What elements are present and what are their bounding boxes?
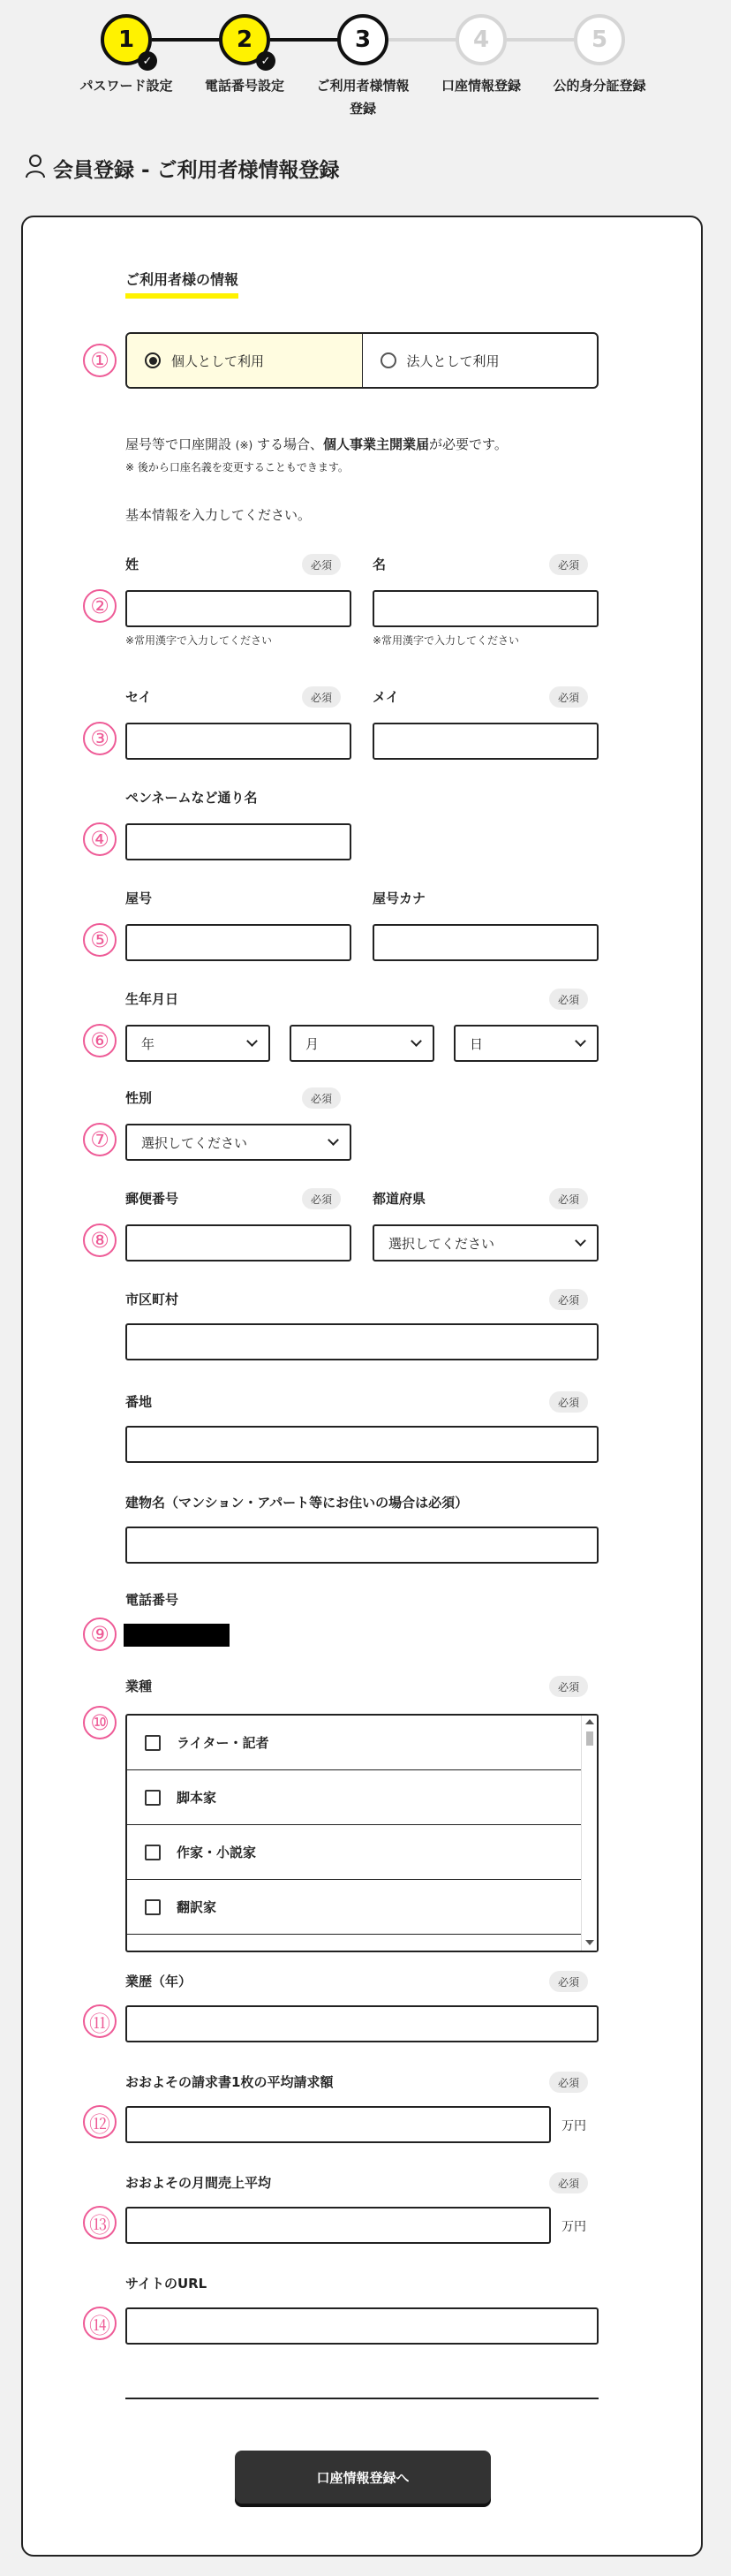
mei-input[interactable]: [373, 590, 599, 627]
list-item[interactable]: 翻訳家: [127, 1880, 581, 1935]
phone-label: 電話番号: [125, 1592, 179, 1608]
site-url-input[interactable]: [125, 2307, 599, 2345]
address-input[interactable]: [125, 1426, 599, 1463]
step-1-label: パスワード設定: [79, 78, 173, 94]
avg-invoice-input[interactable]: [125, 2106, 551, 2143]
checkbox[interactable]: [145, 1790, 161, 1806]
penname-label: ペンネームなど通り名: [125, 790, 258, 806]
penname-input[interactable]: [125, 823, 351, 860]
sei-label: 姓: [125, 557, 139, 572]
list-item[interactable]: 作家・小説家: [127, 1825, 581, 1880]
avg-sales-label: おおよその月間売上平均: [125, 2175, 272, 2191]
birthday-label: 生年月日: [125, 991, 179, 1007]
required-badge: 必須: [549, 989, 588, 1010]
list-item[interactable]: ライター・記者: [127, 1716, 581, 1770]
step-3-circle: 3: [337, 14, 388, 65]
checkbox[interactable]: [145, 1735, 161, 1751]
sei-input[interactable]: [125, 590, 351, 627]
scrollbar-thumb[interactable]: [586, 1731, 593, 1746]
usage-corporate-option[interactable]: [363, 334, 598, 387]
checkbox[interactable]: [145, 1845, 161, 1860]
address-label: 番地: [125, 1394, 153, 1410]
scroll-up-icon[interactable]: [585, 1719, 594, 1724]
stepper-connector: [270, 38, 341, 42]
checkbox[interactable]: [145, 1899, 161, 1915]
avg-invoice-unit: 万円: [561, 2119, 586, 2133]
usage-personal-label: 個人として利用: [171, 352, 265, 369]
marker-14: ⑭: [83, 2307, 117, 2340]
chevron-down-icon: [411, 1035, 422, 1047]
required-badge: 必須: [302, 686, 341, 708]
industry-label: 業種: [125, 1678, 153, 1694]
birth-month-select[interactable]: 月: [290, 1025, 434, 1062]
required-badge: 必須: [549, 1188, 588, 1209]
phone-value-redacted: [124, 1624, 230, 1647]
step-4-label: 口座情報登録: [441, 78, 521, 94]
marker-10: ⑩: [83, 1706, 117, 1739]
mei-kana-label: メイ: [373, 689, 399, 705]
check-icon: ✓: [138, 51, 157, 71]
career-input[interactable]: [125, 2005, 599, 2042]
marker-7: ⑦: [83, 1123, 117, 1156]
required-badge: 必須: [302, 554, 341, 575]
prefecture-label: 都道府県: [373, 1191, 426, 1207]
usage-corporate-label: 法人として利用: [406, 352, 500, 369]
required-badge: 必須: [549, 1289, 588, 1310]
mei-label: 名: [373, 557, 387, 572]
required-badge: 必須: [549, 2072, 588, 2093]
required-badge: 必須: [549, 2172, 588, 2193]
building-label: 建物名（マンション・アパート等にお住いの場合は必須）: [125, 1495, 469, 1511]
step-4-circle: 4: [456, 14, 507, 65]
industry-listbox[interactable]: [125, 1714, 599, 1952]
notice-note: ※ 後から口座名義を変更することもできます。: [125, 461, 349, 474]
gender-select[interactable]: 選択してください: [125, 1124, 351, 1161]
prefecture-select[interactable]: 選択してください: [373, 1224, 599, 1261]
step-2-label: 電話番号設定: [204, 78, 284, 94]
marker-5: ⑤: [83, 923, 117, 957]
step-1-circle: 1: [101, 14, 152, 65]
usage-personal-option[interactable]: [127, 334, 363, 387]
chevron-down-icon: [246, 1035, 258, 1047]
required-badge: 必須: [302, 1188, 341, 1209]
postal-label: 郵便番号: [125, 1191, 179, 1207]
list-item[interactable]: 脚本家: [127, 1770, 581, 1825]
marker-12: ⑫: [83, 2105, 117, 2139]
birth-day-select[interactable]: 日: [454, 1025, 599, 1062]
marker-2: ②: [83, 589, 117, 623]
stepper-connector: [507, 38, 577, 42]
usage-type-radio-group: [125, 332, 599, 389]
mei-note: ※常用漢字で入力してください: [373, 634, 520, 647]
radio-selected-icon: [145, 352, 161, 368]
stepper-connector: [388, 38, 459, 42]
avg-sales-unit: 万円: [561, 2220, 586, 2234]
required-badge: 必須: [302, 1087, 341, 1109]
marker-9: ⑨: [83, 1618, 117, 1651]
marker-11: ⑪: [83, 2004, 117, 2038]
marker-1: ①: [83, 344, 117, 377]
basic-info-prompt: 基本情報を入力してください。: [125, 507, 312, 523]
required-badge: 必須: [549, 1676, 588, 1697]
sei-note: ※常用漢字で入力してください: [125, 634, 273, 647]
scrollbar[interactable]: [581, 1716, 597, 1951]
birth-year-select[interactable]: 年: [125, 1025, 270, 1062]
chevron-down-icon: [328, 1134, 339, 1146]
mei-kana-input[interactable]: [373, 723, 599, 760]
marker-8: ⑧: [83, 1224, 117, 1257]
sei-kana-input[interactable]: [125, 723, 351, 760]
marker-6: ⑥: [83, 1024, 117, 1057]
required-badge: 必須: [549, 1391, 588, 1413]
required-badge: 必須: [549, 686, 588, 708]
section-title: ご利用者様の情報: [125, 269, 238, 299]
scroll-down-icon[interactable]: [585, 1940, 594, 1945]
check-icon: ✓: [256, 51, 275, 71]
step-3-label: ご利用者様情報 登録: [316, 78, 410, 117]
required-badge: 必須: [549, 1971, 588, 1992]
marker-3: ③: [83, 722, 117, 755]
radio-unselected-icon: [381, 352, 396, 368]
yago-kana-label: 屋号カナ: [373, 890, 426, 906]
yago-label: 屋号: [125, 890, 153, 906]
postal-input[interactable]: [125, 1224, 351, 1261]
step-5-circle: 5: [574, 14, 625, 65]
user-icon: [25, 154, 46, 178]
chevron-down-icon: [575, 1035, 586, 1047]
step-2-circle: 2: [219, 14, 270, 65]
building-input[interactable]: [125, 1527, 599, 1564]
marker-13: ⑬: [83, 2206, 117, 2239]
city-input[interactable]: [125, 1323, 599, 1360]
next-bank-info-button[interactable]: 口座情報登録へ: [235, 2451, 491, 2504]
notice-text: 屋号等で口座開設 (※) する場合、個人事業主開業届が必要です。: [125, 436, 508, 452]
step-5-label: 公的身分証登録: [553, 78, 646, 94]
required-badge: 必須: [549, 554, 588, 575]
chevron-down-icon: [575, 1235, 586, 1246]
gender-label: 性別: [125, 1090, 153, 1106]
yago-kana-input[interactable]: [373, 924, 599, 961]
stepper-connector: [152, 38, 230, 42]
sei-kana-label: セイ: [125, 689, 152, 705]
page-title: 会員登録 - ご利用者様情報登録: [53, 159, 340, 182]
site-url-label: サイトのURL: [125, 2276, 207, 2292]
marker-4: ④: [83, 822, 117, 856]
avg-sales-input[interactable]: [125, 2207, 551, 2244]
career-label: 業歴（年）: [125, 1974, 192, 1989]
divider: [125, 2398, 599, 2399]
form-card: [21, 216, 703, 2557]
yago-input[interactable]: [125, 924, 351, 961]
avg-invoice-label: おおよその請求書1枚の平均請求額: [125, 2074, 334, 2090]
city-label: 市区町村: [125, 1292, 179, 1307]
